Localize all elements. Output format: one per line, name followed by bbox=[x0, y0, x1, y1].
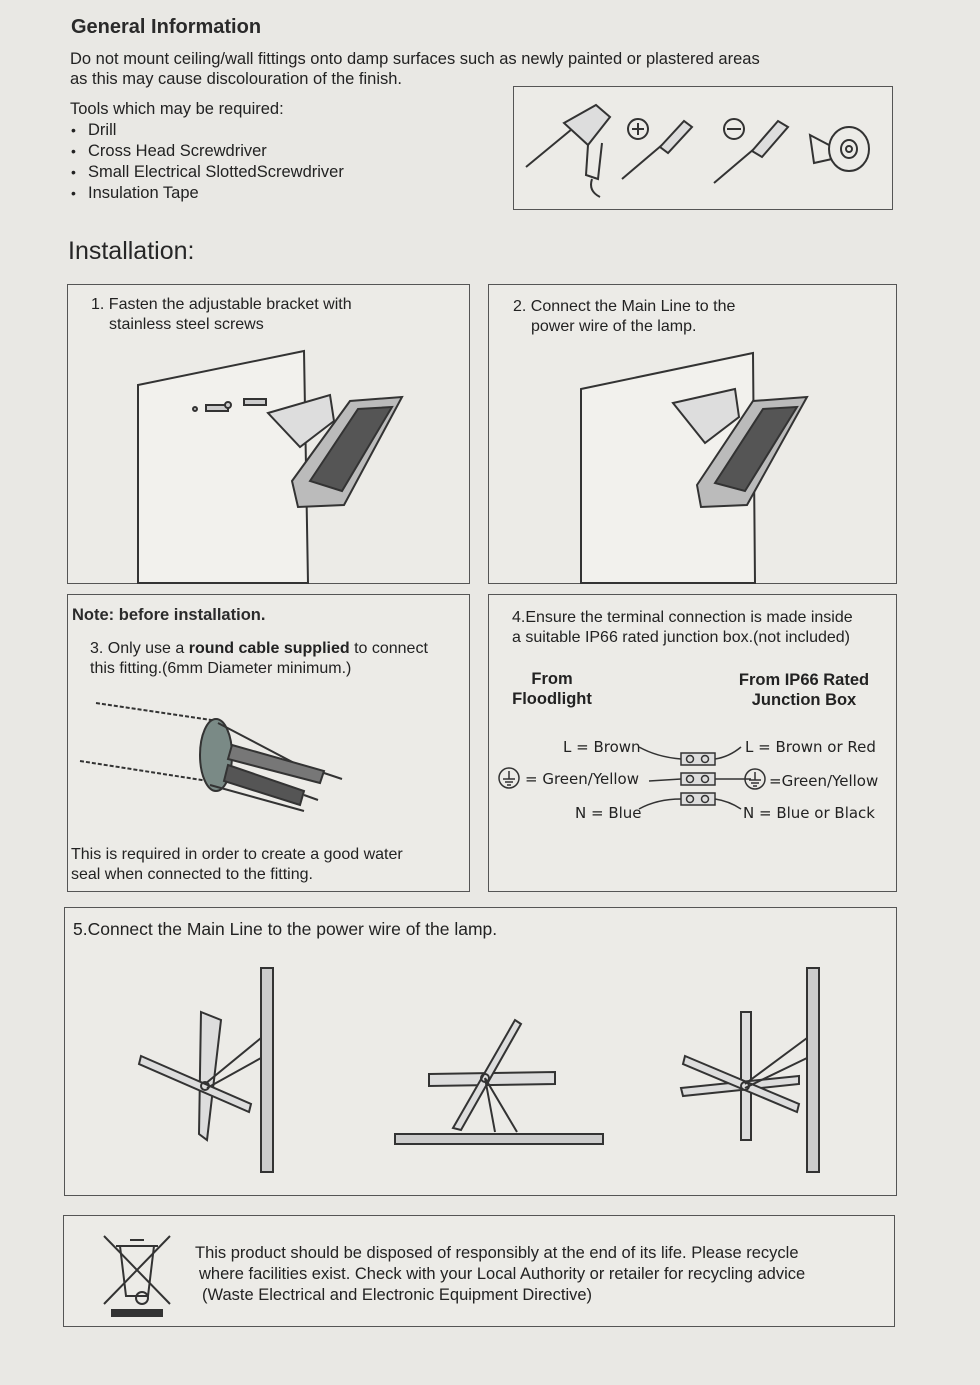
tools-drawing bbox=[514, 87, 894, 211]
crossed-out-bin-icon bbox=[104, 1236, 170, 1316]
section-title-installation: Installation: bbox=[68, 237, 195, 265]
step-3-footer bbox=[71, 845, 403, 885]
step-2-line-1: 2. Connect the Main Line to the bbox=[513, 298, 736, 315]
from-floodlight-line-1: From bbox=[531, 670, 573, 688]
step-4-line-2: a suitable IP66 rated junction box.(not included) bbox=[512, 629, 850, 646]
step-5-panel bbox=[64, 907, 897, 1196]
wire-right-live: L = Brown or Red bbox=[745, 738, 876, 756]
step-1-line-1: 1. Fasten the adjustable bracket with bbox=[91, 296, 352, 313]
drill-icon bbox=[526, 105, 610, 197]
step-3-emphasis: round cable supplied bbox=[188, 640, 350, 657]
step-2-panel bbox=[488, 284, 897, 584]
wire-right-neutral: N = Blue or Black bbox=[743, 804, 875, 822]
wire-right-earth: =Green/Yellow bbox=[769, 772, 879, 790]
step-3-line-1c: to connect bbox=[349, 640, 428, 657]
disposal-line-2: where facilities exist. Check with your Local Authority or retailer for recycling advice bbox=[199, 1265, 806, 1283]
from-box-line-1: From IP66 Rated bbox=[738, 671, 870, 689]
step-3-footer-line-1: This is required in order to create a good water bbox=[71, 846, 403, 863]
step-3-text bbox=[90, 639, 428, 679]
slotted-screwdriver-icon bbox=[714, 119, 788, 183]
wire-left-earth: = Green/Yellow bbox=[525, 770, 639, 788]
disposal-line-3: (Waste Electrical and Electronic Equipment Directive) bbox=[202, 1286, 593, 1304]
disposal-panel bbox=[63, 1215, 895, 1327]
cable-icon bbox=[80, 703, 342, 811]
tool-item: • Insulation Tape bbox=[70, 183, 344, 204]
wall-mount-right-icon bbox=[681, 968, 819, 1172]
wall-shape bbox=[138, 351, 308, 583]
mounting-positions-drawing bbox=[65, 908, 898, 1197]
disposal-text bbox=[195, 1243, 805, 1306]
from-floodlight-line-2: Floodlight bbox=[512, 690, 592, 708]
step-3-line-1a: 3. Only use a bbox=[90, 640, 189, 657]
tools-list bbox=[70, 120, 344, 204]
from-box-line-2: Junction Box bbox=[751, 691, 857, 709]
mounting-warning bbox=[70, 49, 830, 89]
step-4-line-1: 4.Ensure the terminal connection is made inside bbox=[512, 609, 853, 626]
tools-illustration bbox=[513, 86, 893, 210]
step-3-footer-line-2: seal when connected to the fitting. bbox=[71, 866, 313, 883]
tools-title: Tools which may be required: bbox=[70, 100, 284, 118]
step-3-line-2: this fitting.(6mm Diameter minimum.) bbox=[90, 660, 352, 677]
step-1-line-2: stainless steel screws bbox=[109, 316, 264, 333]
step-1-panel bbox=[67, 284, 470, 584]
insulation-tape-icon bbox=[810, 127, 869, 171]
warning-line-2: as this may cause discolouration of the finish. bbox=[70, 70, 403, 88]
wire-left-live: L = Brown bbox=[563, 738, 641, 756]
step-1-text bbox=[91, 295, 352, 335]
step-3-panel bbox=[67, 594, 470, 892]
tool-item: • Drill bbox=[70, 120, 344, 141]
floor-mount-icon bbox=[395, 1020, 603, 1144]
step-4-panel bbox=[488, 594, 897, 892]
wall-mount-left-icon bbox=[139, 968, 273, 1172]
tool-item: • Small Electrical SlottedScrewdriver bbox=[70, 162, 344, 183]
tool-item: • Cross Head Screwdriver bbox=[70, 141, 344, 162]
warning-line-1: Do not mount ceiling/wall fittings onto damp surfaces such as newly painted or plastered areas bbox=[70, 50, 760, 68]
section-title-general: General Information bbox=[71, 16, 262, 38]
note-title: Note: before installation. bbox=[72, 606, 266, 624]
disposal-line-1: This product should be disposed of responsibly at the end of its life. Please recycle bbox=[195, 1244, 799, 1262]
wire-left-neutral: N = Blue bbox=[575, 804, 642, 822]
step-2-line-2: power wire of the lamp. bbox=[531, 318, 697, 335]
terminal-block-icon bbox=[681, 753, 715, 805]
cross-head-screwdriver-icon bbox=[622, 119, 692, 179]
step-5-text: 5.Connect the Main Line to the power wire of the lamp. bbox=[73, 919, 498, 939]
step-2-text bbox=[513, 297, 735, 337]
